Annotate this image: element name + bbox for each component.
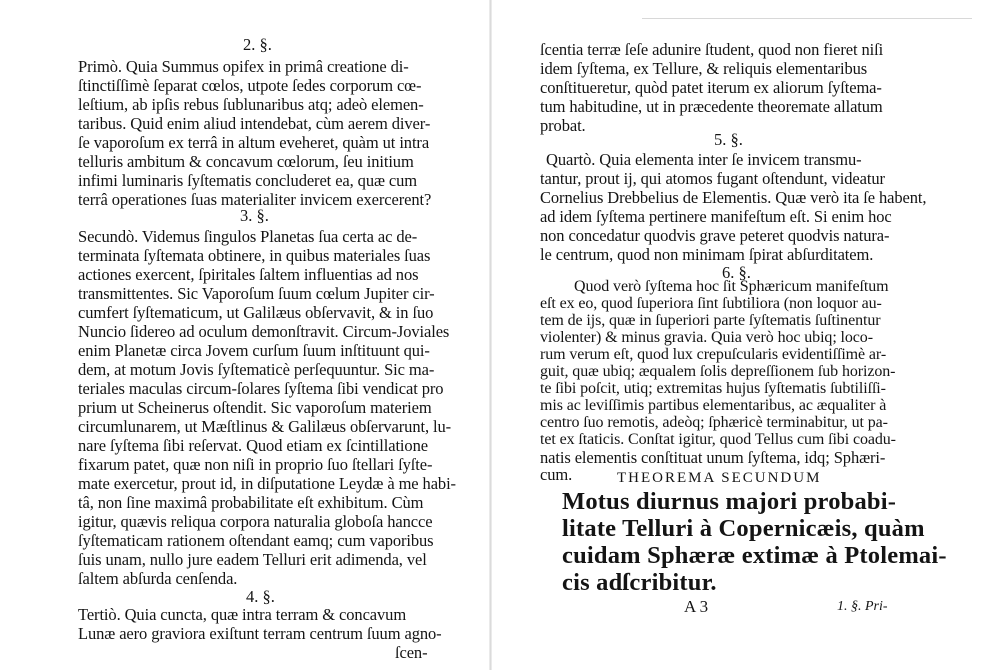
text-line: Quod verò ſyſtema hoc ſit Sphæricum manifeſtum [574, 278, 889, 295]
text-line: prium ut Scheinerus oſtendit. Sic vaporoſum materiem [78, 398, 432, 417]
text-line: eſt ex eo, quod ſuperiora ſint ſubtiliora (non loquor au- [540, 295, 882, 312]
text-line: Nuncio ſidereo ad oculum demonſtravit. Circum-Joviales [78, 322, 450, 341]
signature-mark: A 3 [684, 597, 709, 616]
text-line: tet ex ſtaticis. Conſtat igitur, quod Tellus cum ſibi coadu- [540, 431, 896, 448]
text-line: Lunæ aero graviora exiſtunt terram centrum ſuum agno- [78, 624, 442, 643]
page-edge-mark [642, 18, 972, 19]
text-line: ſuis unam, nullo jure eadem Telluri erit adimenda, vel [78, 550, 427, 569]
text-line: enim Planetæ circa Jovem curſum ſuum inſtituunt qui- [78, 341, 430, 360]
theorem-line: litate Telluri à Copernicæis, quàm [562, 515, 925, 542]
section-heading-6: 6. §. [722, 263, 751, 282]
text-line: igitur, quævis reliqua corpora naturalia globoſa hancce [78, 512, 433, 531]
text-line: nare ſyſtema ſibi reſervat. Quod etiam ex ſcintillatione [78, 436, 428, 455]
text-line: mis ac leviſſimis partibus elementaribus, ac æqualiter à [540, 397, 887, 414]
text-line: transmittentes. Sic Vaporoſum ſuum cœlum Jupiter cir- [78, 284, 435, 303]
section-heading-5: 5. §. [714, 130, 743, 149]
text-line: taribus. Quid enim aliud intendebat, cùm aerem diver- [78, 114, 431, 133]
text-line: natis elementis conſtituat unum ſyſtema, idq; Sphæri- [540, 448, 886, 467]
section-heading-3: 3. §. [240, 206, 269, 225]
text-line: Tertiò. Quia cuncta, quæ intra terram & concavum [78, 605, 407, 624]
text-line: probat. [540, 116, 586, 135]
text-line: tum habitudine, ut in præcedente theoremate allatum [540, 97, 883, 116]
text-line: guit, quæ ubiq; æqualem ſolis depreſſionem ſub horizon- [540, 363, 896, 380]
text-line: Quartò. Quia elementa inter ſe invicem transmu- [546, 150, 862, 169]
theorem-title: THEOREMA SECUNDUM [617, 470, 822, 486]
text-line: Cornelius Drebbelius de Elementis. Quæ verò ita ſe habent, [540, 188, 927, 207]
text-line: Primò. Quia Summus opifex in primâ creatione di- [78, 57, 409, 76]
text-line: terrâ operationes ſuas materialiter invicem exercerent? [78, 190, 432, 209]
text-line: violenter) & minus gravia. Quia verò hoc ubiq; loco- [540, 329, 873, 346]
text-line: Secundò. Videmus ſingulos Planetas ſua certa ac de- [78, 227, 418, 246]
text-line: leſtium, ab ipſis rebus ſublunaribus atq; adeò elemen- [78, 95, 424, 114]
left-page [0, 0, 490, 670]
text-line: conſtitueretur, quòd patet iterum ex aliorum ſyſtema- [540, 78, 882, 97]
text-line: ad idem ſyſtema pertinere manifeſtum eſt. Si enim hoc [540, 207, 892, 226]
text-line: te ſibi poſcit, utiq; extremitas hujus ſyſtematis ſubtiliſſi- [540, 380, 886, 397]
text-line: rum verum eſt, quod lux crepuſcularis evidentiſſimè ar- [540, 346, 887, 363]
section-heading-4: 4. §. [246, 587, 275, 606]
text-line: teriales maculas circum-ſolares ſyſtema ſibi vendicat pro [78, 379, 444, 398]
section-heading-2: 2. §. [243, 35, 272, 54]
text-line: ſcentia terræ ſeſe adunire ſtudent, quod non fieret niſi [540, 40, 884, 59]
text-line: centro ſuo remotis, adeòq; ſphæricè terminabitur, ut pa- [540, 414, 888, 431]
text-line: dem, at motum Jovis ſyſtematicè perſequuntur. Sic ma- [78, 360, 435, 379]
text-line: telluris ambitum & concavum cœlorum, ſeu initium [78, 152, 414, 171]
theorem-line: cis adſcribitur. [562, 569, 717, 596]
text-line: non concedatur quodvis grave peteret quodvis natura- [540, 226, 890, 245]
text-line: le centrum, quod non minimam ſpirat abſurditatem. [540, 245, 874, 264]
text-line: idem ſyſtema, ex Tellure, & reliquis elementaribus [540, 59, 868, 78]
text-line: mate exercetur, prout id, in diſputatione Leydæ à me habi- [78, 474, 456, 493]
text-line: fixarum patet, quæ non niſi in proprio ſuo ſtellari ſyſte- [78, 455, 433, 474]
theorem-line: cuidam Sphæræ extimæ à Ptolemai- [562, 542, 947, 569]
right-page [492, 0, 1000, 670]
text-line: tantur, prout ij, qui atomos fugant oſtendunt, videatur [540, 169, 885, 188]
text-line: tâ, non ſine maximâ probabilitate eſt exhibitum. Cùm [78, 493, 424, 512]
text-line: ſtinctiſſimè ſeparat cœlos, utpote ſedes corporum cœ- [78, 76, 422, 95]
catchword-left: ſcen- [395, 643, 428, 662]
text-line: infimi luminaris ſyſtematis concluderet ea, quæ cum [78, 171, 418, 190]
text-line: actiones exercent, ſpiritales ſaltem influentias ad nos [78, 265, 419, 284]
text-line: cum. [540, 465, 573, 484]
text-line: circumlunarem, ut Mæſtlinus & Galilæus obſervarunt, lu- [78, 417, 452, 436]
text-line: ſe vaporoſum ex terrâ in altum eveheret, quàm ut intra [78, 133, 430, 152]
text-line: tem de ijs, quæ in ſuperiori parte ſyſtematis ſuſtinentur [540, 312, 881, 329]
text-line: terminata ſyſtemata obtinere, in quibus materiales ſuas [78, 246, 431, 265]
text-line: cumfert ſyſtematicum, ut Galilæus obſervavit, & in ſuo [78, 303, 434, 322]
catchword-right: 1. §. Pri- [837, 599, 888, 614]
text-line: ſaltem abſurda cenſenda. [78, 569, 238, 588]
theorem-line: Motus diurnus majori probabi- [562, 488, 897, 515]
text-line: ſyſtematicam rationem oſtendant eamq; cum vaporibus [78, 531, 434, 550]
